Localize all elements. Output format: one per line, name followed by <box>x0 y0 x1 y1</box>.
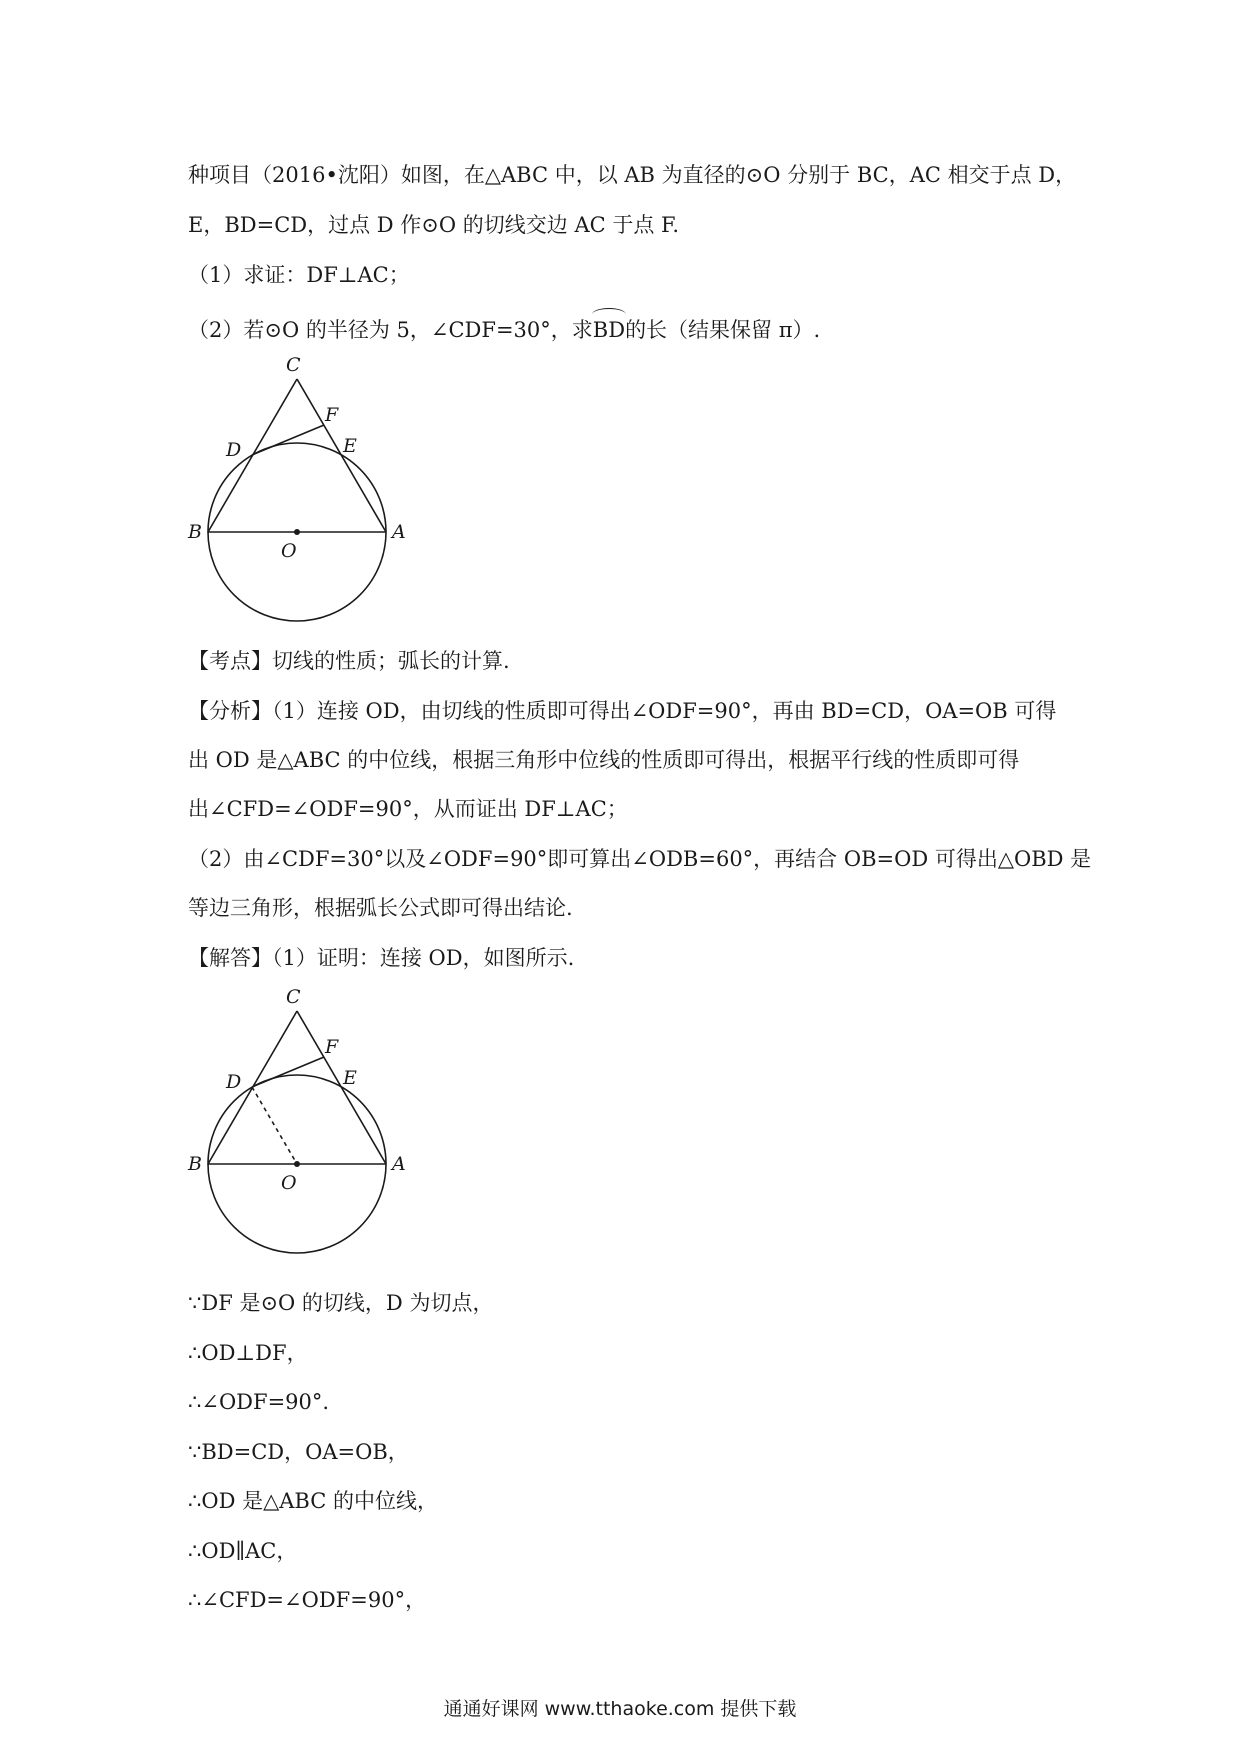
fenxi-line-3: 出∠CFD=∠ODF=90°，从而证出 DF⊥AC； <box>188 797 628 821</box>
problem-line-2: E，BD=CD，过点 D 作⊙O 的切线交边 AC 于点 F. <box>188 213 680 237</box>
fenxi-line-4: （2）由∠CDF=30°以及∠ODF=90°即可算出∠ODB=60°，再结合 OB=OD 可得出△OBD 是 <box>188 847 1092 871</box>
segment-od-dashed <box>252 1087 297 1164</box>
proof-line-4: ∵BD=CD，OA=OB， <box>188 1440 409 1464</box>
fenxi-line-5: 等边三角形，根据弧长公式即可得出结论. <box>188 896 573 920</box>
jieda: 【解答】（1）证明：连接 OD，如图所示. <box>188 946 575 970</box>
question-2-after: 的长（结果保留 π）. <box>625 318 821 342</box>
kaodian: 【考点】切线的性质；弧长的计算. <box>188 649 510 673</box>
label-d: D <box>226 1071 242 1093</box>
label-c: C <box>286 986 301 1008</box>
label-d: D <box>226 439 242 461</box>
proof-line-2: ∴OD⊥DF， <box>188 1341 308 1365</box>
proof-line-7: ∴∠CFD=∠ODF=90°， <box>188 1588 427 1612</box>
segment-df <box>252 425 324 455</box>
arc-bd-label: BD <box>593 309 625 345</box>
label-a: A <box>392 521 406 543</box>
segment-ca <box>297 1011 386 1164</box>
label-e: E <box>343 1067 357 1089</box>
label-f: F <box>325 404 339 426</box>
label-b: B <box>188 521 202 543</box>
label-o: O <box>281 1172 297 1194</box>
proof-line-6: ∴OD∥AC， <box>188 1539 298 1563</box>
segment-df <box>252 1057 324 1087</box>
center-point-o <box>294 529 300 535</box>
segment-ca <box>297 379 386 532</box>
question-2 <box>188 309 820 345</box>
label-o: O <box>281 540 297 562</box>
center-point-o <box>294 1161 300 1167</box>
proof-line-5: ∴OD 是△ABC 的中位线， <box>188 1489 438 1513</box>
label-c: C <box>286 354 301 376</box>
question-2-before: （2）若⊙O 的半径为 5，∠CDF=30°，求 <box>188 318 593 342</box>
label-a: A <box>392 1153 406 1175</box>
problem-line-1: 种项目（2016•沈阳）如图，在△ABC 中，以 AB 为直径的⊙O 分别于 BC，AC 相交于点 D， <box>188 163 1077 187</box>
label-b: B <box>188 1153 202 1175</box>
fenxi-line-1: 【分析】（1）连接 OD，由切线的性质即可得出∠ODF=90°，再由 BD=CD，OA=OB 可得 <box>188 699 1057 723</box>
question-1: （1）求证：DF⊥AC； <box>188 263 410 287</box>
geometry-figure-1 <box>180 350 420 640</box>
proof-line-1: ∵DF 是⊙O 的切线，D 为切点， <box>188 1291 494 1315</box>
geometry-figure-2 <box>180 982 420 1272</box>
label-e: E <box>343 435 357 457</box>
page-footer: 通通好课网 www.tthaoke.com 提供下载 <box>443 1698 797 1720</box>
label-f: F <box>325 1036 339 1058</box>
proof-line-3: ∴∠ODF=90°. <box>188 1390 330 1414</box>
fenxi-line-2: 出 OD 是△ABC 的中位线，根据三角形中位线的性质即可得出，根据平行线的性质即可得 <box>188 748 1020 772</box>
